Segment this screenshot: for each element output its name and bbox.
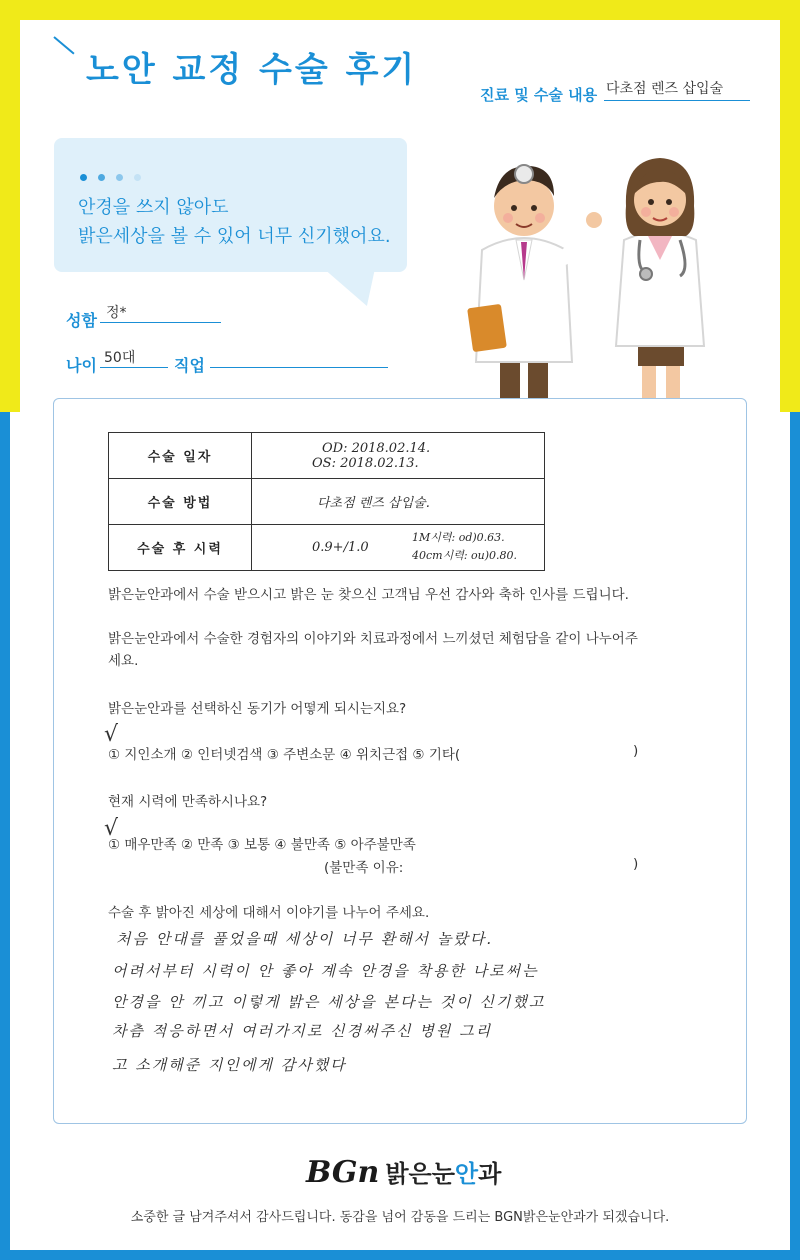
post-vision-40cm: 40cm시력: ou)0.80. — [412, 549, 518, 562]
table-row — [109, 525, 545, 571]
frame-right-yellow — [780, 0, 800, 412]
dot-icon — [116, 174, 123, 181]
dot-icon — [80, 174, 87, 181]
surgery-date-od: OD: 2018.02.14. — [322, 440, 431, 456]
answer-line: 안경을 안 끼고 이렇게 밝은 세상을 본다는 것이 신기했고 — [112, 993, 546, 1011]
post-vision-main: 0.9+/1.0 — [312, 540, 369, 555]
job-field — [210, 347, 388, 368]
check-mark-icon: √ — [104, 816, 119, 841]
question-2: 현재 시력에 만족하시나요? — [108, 794, 268, 810]
answer-line: 고 소개해준 지인에게 감사했다 — [112, 1056, 347, 1074]
title-accent-line — [53, 36, 74, 54]
speech-bubble-tail — [323, 268, 389, 306]
bubble-quote-line1: 안경을 쓰지 않아도 — [78, 197, 229, 218]
female-doctor-figure — [616, 158, 704, 398]
surgery-method-text: 다초점 렌즈 삽입술. — [317, 496, 430, 511]
logo-hospital-name — [385, 1160, 501, 1188]
question-2-close: ) — [633, 856, 639, 872]
question-3: 수술 후 밝아진 세상에 대해서 이야기를 나누어 주세요. — [108, 905, 430, 921]
post-vision-1m: 1M시력: od)0.63. — [412, 531, 505, 544]
logo-mark: BGn — [306, 1155, 380, 1190]
surgery-date-value — [252, 433, 545, 479]
age-label: 나이 — [66, 356, 97, 375]
answer-line: 처음 안대를 풀었을때 세상이 너무 환해서 놀랐다. — [116, 930, 494, 948]
question-1-options: ① 지인소개 ② 인터넷검색 ③ 주변소문 ④ 위치근접 ⑤ 기타( — [108, 747, 461, 763]
treatment-label: 진료 및 수술 내용 — [480, 86, 598, 104]
doctors-illustration — [460, 140, 720, 400]
surgery-info-table — [108, 432, 545, 571]
bubble-dots — [80, 166, 152, 185]
frame-left-blue — [0, 412, 10, 1260]
surgery-date-label: 수술 일자 — [109, 433, 252, 479]
frame-bottom-blue — [0, 1250, 800, 1260]
question-1-close: ) — [633, 743, 639, 759]
treatment-value: 다초점 렌즈 삽입술 — [604, 78, 750, 101]
logo-name-part: 안 — [454, 1160, 479, 1188]
intro-paragraph-2: 밝은눈안과에서 수술한 경험자의 이야기와 치료과정에서 느끼셨던 체험담을 같이 나누어주세요. — [108, 631, 638, 669]
question-2-options: ① 매우만족 ② 만족 ③ 보통 ④ 불만족 ⑤ 아주불만족 — [108, 837, 416, 853]
dot-icon — [98, 174, 105, 181]
answer-line: 차츰 적응하면서 여러가지로 신경써주신 병원 그리 — [112, 1022, 493, 1040]
logo-name-part: 밝은눈 — [385, 1160, 455, 1188]
logo-name-part: 과 — [478, 1160, 502, 1188]
surgery-method-label: 수술 방법 — [109, 479, 252, 525]
surgery-date-os: OS: 2018.02.13. — [312, 455, 419, 471]
post-vision-value — [252, 525, 545, 571]
bubble-quote-line2: 밝은세상을 볼 수 있어 너무 신기했어요. — [78, 226, 391, 247]
answer-line: 어려서부터 시력이 안 좋아 계속 안경을 착용한 나로써는 — [112, 962, 539, 980]
male-doctor-figure — [467, 165, 602, 398]
footer-message: 소중한 글 남겨주셔서 감사드립니다. 동감을 넘어 감동을 드리는 BGN밝은눈안과가 되겠습니다. — [130, 1210, 670, 1225]
surgery-method-value — [252, 479, 545, 525]
job-label: 직업 — [174, 356, 205, 375]
dissatisfaction-reason-label: (불만족 이유: — [324, 860, 404, 876]
page-title: 노안 교정 수술 후기 — [86, 50, 418, 90]
dot-icon — [134, 174, 141, 181]
table-row — [109, 433, 545, 479]
intro-paragraph-1: 밝은눈안과에서 수술 받으시고 밝은 눈 찾으신 고객님 우선 감사와 축하 인사를 드립니다. — [108, 587, 629, 603]
name-label: 성함 — [66, 311, 97, 330]
check-mark-icon: √ — [104, 722, 119, 747]
frame-left-yellow — [0, 0, 20, 412]
table-row — [109, 479, 545, 525]
name-field: 정* — [100, 302, 221, 323]
frame-top — [0, 0, 800, 20]
question-1: 밝은눈안과를 선택하신 동기가 어떻게 되시는지요? — [108, 701, 407, 717]
bgn-logo — [306, 1154, 501, 1190]
age-field: 50대 — [100, 347, 168, 368]
post-vision-label: 수술 후 시력 — [109, 525, 252, 571]
frame-right-blue — [790, 412, 800, 1260]
